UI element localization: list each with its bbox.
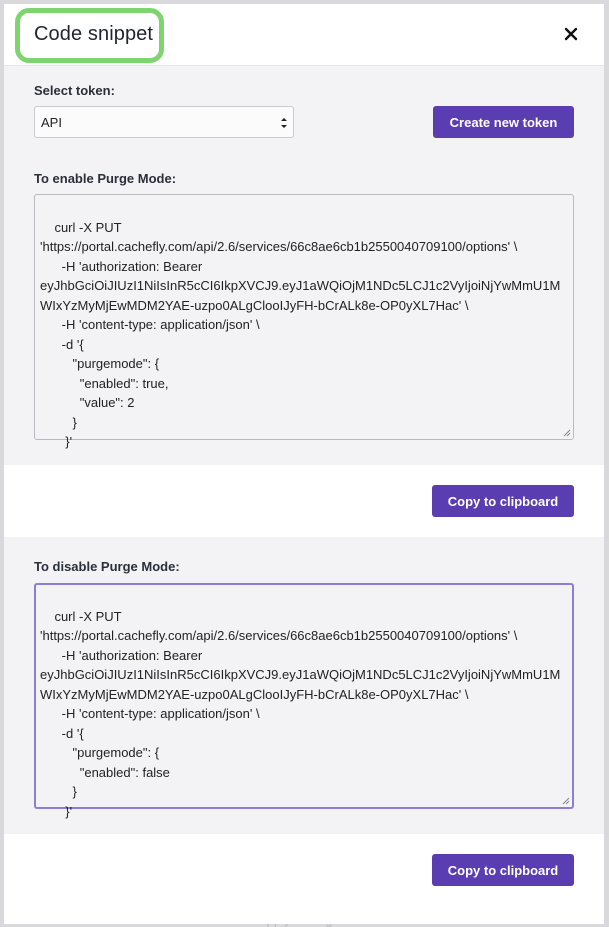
resize-handle-icon[interactable] xyxy=(562,797,570,805)
disable-copy-button[interactable]: Copy to clipboard xyxy=(432,854,574,886)
modal-header xyxy=(4,4,604,66)
enable-copy-button[interactable]: Copy to clipboard xyxy=(432,485,574,517)
enable-code-textarea[interactable] xyxy=(34,194,574,449)
token-select[interactable] xyxy=(34,106,294,138)
code-snippet-modal xyxy=(4,4,604,924)
select-arrows-icon xyxy=(279,115,289,131)
enable-purge-label: To enable Purge Mode: xyxy=(34,171,177,186)
token-select-value: API xyxy=(41,114,62,130)
close-icon xyxy=(565,28,577,40)
resize-handle-icon[interactable] xyxy=(563,429,571,437)
enable-code-text: curl -X PUT 'https://portal.cachefly.com/api/2.6/services/66c8ae6cb1b2550040709100/options' \ -H 'authorization: Bearer eyJhbGciOiJIUzI1NiIsInR5cCI6IkpXVCJ9.eyJ1aWQiOjM1NDc5LCJ1c2VyIjoiNjYwMmU1M WIxYzMyMjEwMDM2YAE-uzpo0ALgClooIJyFH-bCrALk8e-OP0yXL7Hac' \ -H 'content-type: application/json' \ -d '{ "purgemode": { "enabled": true, "value": 2 } }' xyxy=(40,219,561,449)
disable-code-text: curl -X PUT 'https://portal.cachefly.com/api/2.6/services/66c8ae6cb1b2550040709100/options' \ -H 'authorization: Bearer eyJhbGciOiJIUzI1NiIsInR5cCI6IkpXVCJ9.eyJ1aWQiOjM1NDc5LCJ1c2VyIjoiNjYwMmU1M WIxYzMyMjEwMDM2YAE-uzpo0ALgClooIJyFH-bCrALk8e-OP0yXL7Hac' \ -H 'content-type: application/json' \ -d '{ "purgemode": { "enabled": false } }' xyxy=(40,608,561,819)
create-new-token-button[interactable]: Create new token xyxy=(433,106,574,138)
disable-code-textarea[interactable] xyxy=(34,583,574,819)
select-token-label: Select token: xyxy=(34,83,115,98)
disable-purge-label: To disable Purge Mode: xyxy=(34,559,180,574)
modal-title: Code snippet xyxy=(34,23,154,45)
close-button[interactable] xyxy=(559,22,583,46)
